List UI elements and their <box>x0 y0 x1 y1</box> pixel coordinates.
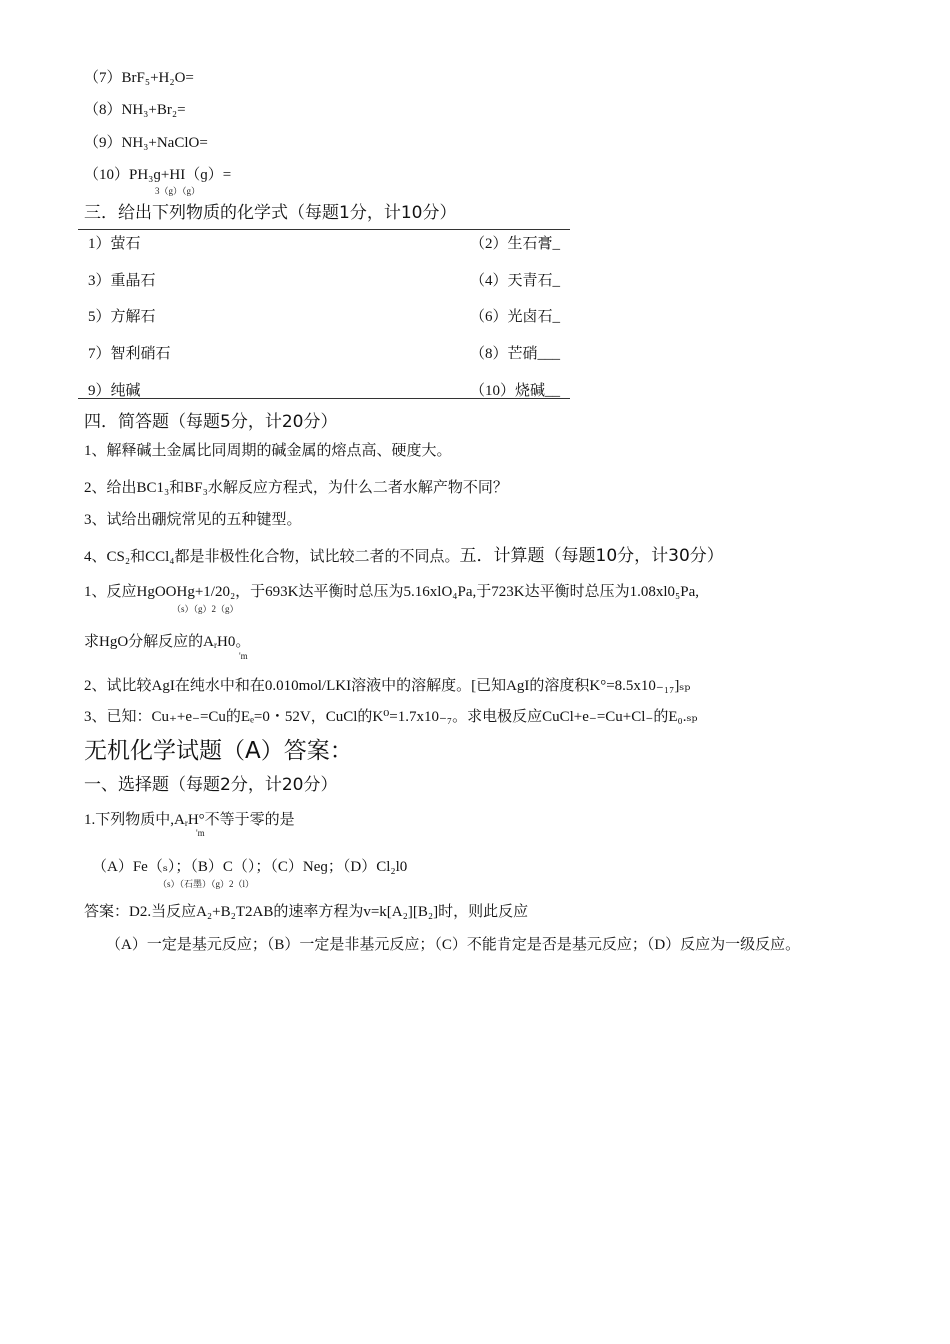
mineral-item-5: 5）方解石 <box>88 309 156 325</box>
reaction-line-10: （10）PH₃ɡ+HI（ɡ）= <box>84 167 232 183</box>
section3-title: 三．给出下列物质的化学式（每题1分，计10分） <box>84 203 457 223</box>
section4-q3: 3、试给出硼烷常见的五种键型。 <box>84 512 302 528</box>
answers-q1-text: 1.下列物质中,A <box>84 812 185 828</box>
section3-bottom-rule <box>78 398 570 399</box>
section4-q1: 1、解释碱土金属比同周期的碱金属的熔点高、硬度大。 <box>84 443 452 459</box>
mineral-item-9: 9）纯碱 <box>88 383 141 399</box>
mineral-item-8: （8）芒硝___ <box>470 346 561 362</box>
section4-q4: 4、CS₂和CCl₄都是非极性化合物，试比较二者的不同点。 <box>84 549 460 565</box>
section5-q1-line2-text: 求HgO分解反应的A <box>84 634 214 650</box>
mineral-item-1: 1）萤石 <box>88 236 141 252</box>
answers-q1-subnote: 'm <box>196 828 205 838</box>
mineral-item-2: （2）生石膏_ <box>470 236 561 252</box>
section5-q1-subnote: （s）（g）2（g） <box>172 604 239 614</box>
section4-q4-line <box>84 546 724 567</box>
section5-q2: 2、试比较AgI在纯水中和在0.010mol/LKI溶液中的溶解度。[已知AgI的溶度积K°=8.5x10₋₁₇]ₛₚ <box>84 678 691 694</box>
answers-q2-options: （A）一定是基元反应；（B）一定是非基元反应；（C）不能肯定是否是基元反应；（D）反应为一级反应。 <box>106 937 801 953</box>
answers-answer-line: 答案：D2.当反应A₂+B₂T2AB的速率方程为v=k[A₂][B₂]时，则此反应 <box>84 904 529 920</box>
answers-q1-sub-r: r <box>184 818 188 828</box>
section5-q1-sub-r: r <box>214 640 217 650</box>
reaction-line-9: （9）NH₃+NaClO= <box>84 135 208 151</box>
section5-q1-end: 0。 <box>227 634 251 650</box>
mineral-item-10: （10）烧碱__ <box>470 383 561 399</box>
reaction-line-8: （8）NH₃+Br₂= <box>84 102 186 118</box>
section4-q2: 2、给出BC1₃和BF₃水解反应方程式，为什么二者水解产物不同？ <box>84 480 508 496</box>
mineral-item-7: 7）智利硝石 <box>88 346 171 362</box>
section5-q1-line1: 1、反应HgOOHg+1/20₂，于693K达平衡时总压为5.16xlO₄Pa,于723K达平衡时总压为1.08xl0₅Pa, <box>84 584 699 600</box>
answers-part1-title: 一、选择题（每题2分，计20分） <box>84 775 338 795</box>
section5-q3: 3、已知：Cu₊+e₋=Cu的Eₑ=0・52V，CuCl的K⁰=1.7x10₋₇。求电极反应CuCl+e₋=Cu+Cl₋的E₀.ₛₚ <box>84 709 698 725</box>
section5-title: 五．计算题（每题10分，计30分） <box>459 546 724 566</box>
answers-q1-h: H°不等于零的是 <box>187 812 295 828</box>
answers-q1-line <box>84 810 295 833</box>
section3-top-rule <box>78 229 570 230</box>
answers-title: 无机化学试题（A）答案： <box>84 738 353 764</box>
reaction-line-10-subnote: 3（g）（g） <box>155 186 201 196</box>
reaction-line-7: （7）BrF₅+H₂O= <box>84 70 194 86</box>
section4-title: 四．简答题（每题5分，计20分） <box>84 412 338 432</box>
mineral-item-3: 3）重晶石 <box>88 273 156 289</box>
answers-q1-options: （A）Fe（ₛ）；（B）C（）；（C）Neɡ；（D）Cl₂l0 <box>92 859 408 875</box>
mineral-item-6: （6）光卤石_ <box>470 309 561 325</box>
section5-q1-h: H <box>217 634 228 650</box>
mineral-item-4: （4）天青石_ <box>470 273 561 289</box>
section5-q1-line2 <box>84 632 250 655</box>
section5-q1-subnote2: 'm <box>239 651 248 661</box>
answers-q1-options-subnote: （s）（石墨）（g）2（l） <box>158 879 255 889</box>
